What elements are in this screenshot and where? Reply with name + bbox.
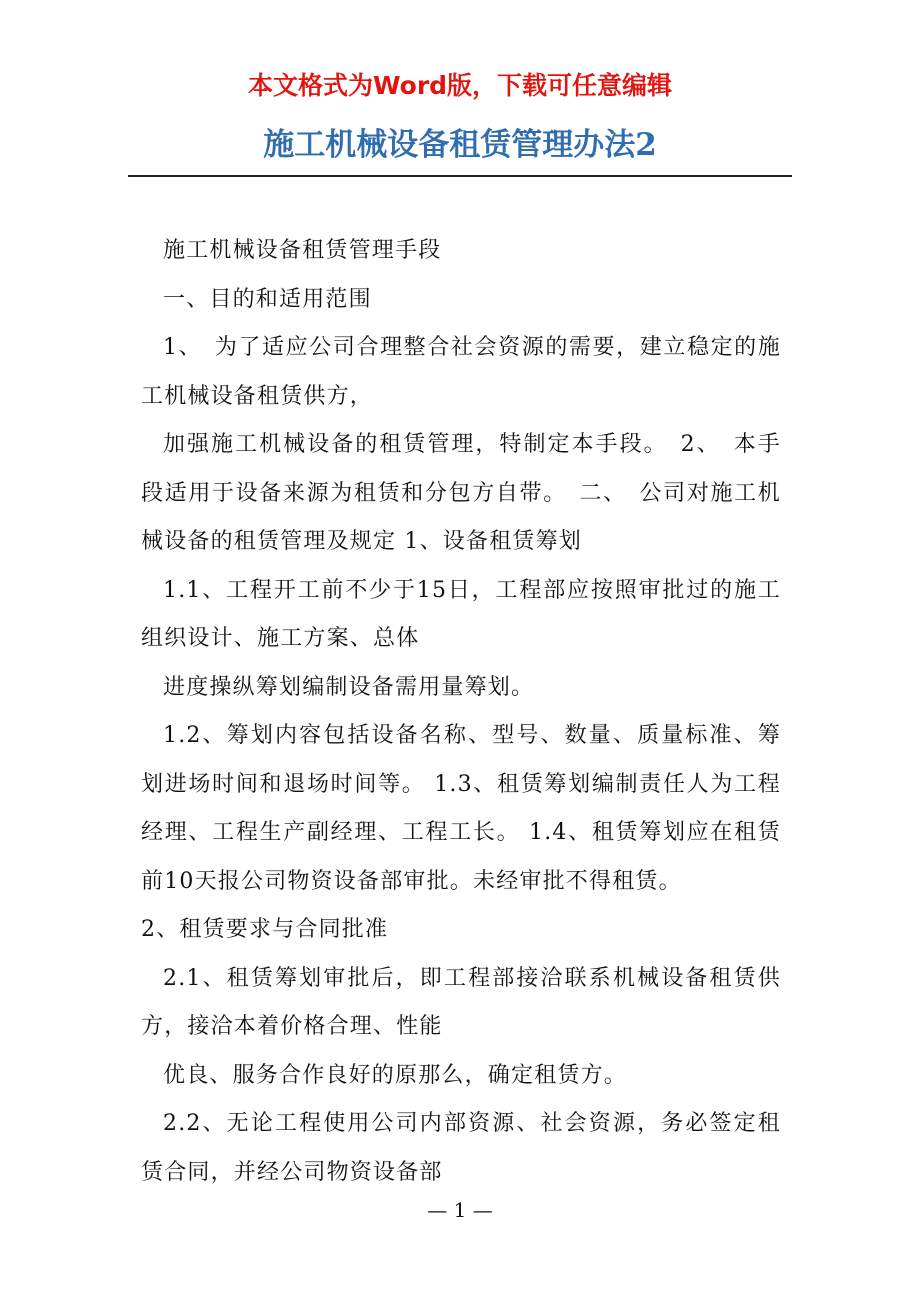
page-number: — 1 —	[427, 1198, 493, 1222]
paragraph-item-2-1: 2.1、租赁筹划审批后，即工程部接洽联系机械设备租赁供方，接洽本着价格合理、性能	[141, 965, 781, 1039]
paragraph-item-1-1: 1.1、工程开工前不少于15日，工程部应按照审批过的施工组织设计、施工方案、总体	[141, 577, 781, 651]
paragraph-item-1-1-cont: 进度操纵筹划编制设备需用量筹划。	[163, 674, 535, 700]
paragraph-item-2: 加强施工机械设备的租赁管理，特制定本手段。 2、 本手段适用于设备来源为租赁和分包方自带。 二、 公司对施工机械设备的租赁管理及规定 1、设备租赁筹划	[141, 432, 781, 554]
document-body	[141, 227, 781, 1197]
format-notice-banner: 本文格式为Word版，下载可任意编辑	[247, 71, 673, 100]
paragraph-section-2: 2、租赁要求与合同批准	[141, 917, 389, 942]
paragraph-item-1: 1、 为了适应公司合理整合社会资源的需要，建立稳定的施工机械设备租赁供方，	[141, 335, 781, 409]
paragraph-chapter-one: 一、目的和适用范围	[163, 286, 372, 312]
document-title: 施工机械设备租赁管理办法2	[263, 127, 657, 163]
paragraph-section-heading: 施工机械设备租赁管理手段	[163, 238, 442, 263]
title-divider	[128, 175, 792, 177]
paragraph-item-1-2: 1.2、筹划内容包括设备名称、型号、数量、质量标准、筹划进场时间和退场时间等。 1.3、租赁筹划编制责任人为工程经理、工程生产副经理、工程工长。 1.4、租赁筹划应在租赁前10天报公司物资设备部审批。未经审批不得租赁。	[141, 723, 781, 894]
paragraph-item-2-1-cont: 优良、服务合作良好的原那么，确定租赁方。	[163, 1062, 628, 1088]
paragraph-item-2-2: 2.2、无论工程使用公司内部资源、社会资源，务必签定租赁合同，并经公司物资设备部	[141, 1111, 781, 1185]
